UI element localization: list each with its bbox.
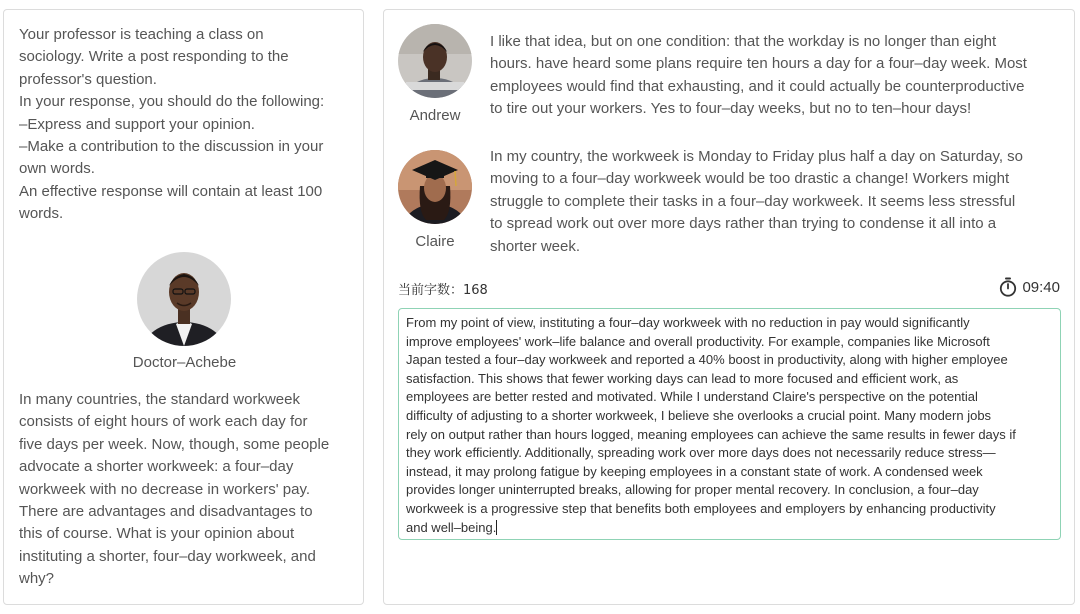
post-line: I like that idea, but on one condition: that the workday is no longer than eight [490,33,997,50]
word-count-label: 当前字数： [398,283,464,298]
essay-line: they work efficiently. Additionally, spreading work over more days does not necessarily reduce stress— [406,445,996,461]
professor-name: Doctor–Achebe [132,354,237,371]
essay-line: employees are better rested and motivated. While I understand Claire's perspective on the potential [406,389,978,405]
question-line: consists of eight hours of work each day for [19,413,308,431]
post-line: struggle to complete their tasks in a four–day workweek. It seems less stressful [490,192,1016,210]
prompt-line: –Make a contribution to the discussion in your [19,138,324,156]
essay-line: instead, it may prolong fatigue by keeping employees in a constant state of work. A condensed week [406,463,983,479]
essay-textarea[interactable] [398,308,1061,540]
post-line: moving to a four–day workweek would be too drastic a change! Workers might [490,170,1010,188]
professor-question [19,389,354,591]
essay-line: From my point of view, instituting a four–day workweek with no reduction in pay would significantly [406,315,970,330]
question-line: There are advantages and disadvantages to [19,503,313,521]
prompt-line: own words. [19,160,95,178]
question-line: workweek with no decrease in workers' pay. [19,480,311,498]
prompt-line: –Express and support your opinion. [19,115,255,133]
question-line: instituting a shorter, four–day workweek, and [19,547,316,565]
post-line: employees would find that exhausting, and it could actually be counterproductive [490,77,1025,95]
prompt-line: words. [19,205,64,223]
timer-value: 09:40 [1022,278,1060,296]
post-line: shorter week. [490,237,581,255]
word-count [398,279,488,298]
professor-avatar [137,252,231,346]
prompt-line: sociology. Write a post responding to the [19,48,289,66]
student-avatar-claire [398,150,472,224]
essay-line: satisfaction. This shows that fewer working days can lead to more focused and efficient work, as [406,370,959,386]
question-line: why? [19,570,55,588]
prompt-line: In your response, you should do the following: [19,93,325,111]
student-name-claire: Claire [415,233,455,250]
post-line: In my country, the workweek is Monday to Friday plus half a day on Saturday, so [490,148,1024,165]
post-line: to tire out your workers. Yes to four–day weeks, but no to ten–hour days! [490,100,972,118]
task-panel [3,9,364,605]
post-line: to spread work out over more days rather than trying to condense it all into a [490,215,997,233]
prompt-line: Your professor is teaching a class on [19,26,264,43]
discussion-panel [383,9,1075,605]
question-line: five days per week. Now, though, some people [19,435,330,453]
prompt-line: An effective response will contain at least 100 [19,182,323,200]
essay-line: Japan tested a four–day workweek and reported a 40% boost in productivity, along with higher employee [406,352,1008,368]
essay-line: and well–being. [406,519,497,535]
essay-line: rely on output rather than hours logged, meaning employees can achieve the same results in fewer days if [406,426,1016,442]
essay-line: workweek is a progressive step that benefits both employees and employers by enhancing productivity [406,500,996,516]
essay-last-line [406,519,1053,538]
essay-line: difficulty of adjusting to a shorter workweek, I believe she overlooks a crucial point. Many modern jobs [406,407,992,423]
task-prompt [19,24,354,226]
essay-line: improve employees' work–life balance and overall productivity. For example, companies like Microsoft [406,333,990,349]
student-post-claire [490,146,1060,258]
post-line: hours. have heard some plans require ten hours a day for a four–day week. Most [490,55,1027,73]
question-line: In many countries, the standard workweek [19,391,300,408]
text-caret [496,520,497,535]
essay-line: provides longer uninterrupted breaks, allowing for proper mental recovery. In conclusion, a four–day [406,482,979,498]
question-line: advocate a shorter workweek: a four–day [19,458,294,476]
stopwatch-icon [999,277,1017,297]
countdown-timer [999,277,1060,297]
word-count-value: 168 [463,283,488,298]
question-line: this of course. What is your opinion about [19,525,295,543]
student-avatar-andrew [398,24,472,98]
prompt-line: professor's question. [19,70,157,88]
student-name-andrew: Andrew [409,107,461,124]
student-post-andrew [490,31,1060,121]
